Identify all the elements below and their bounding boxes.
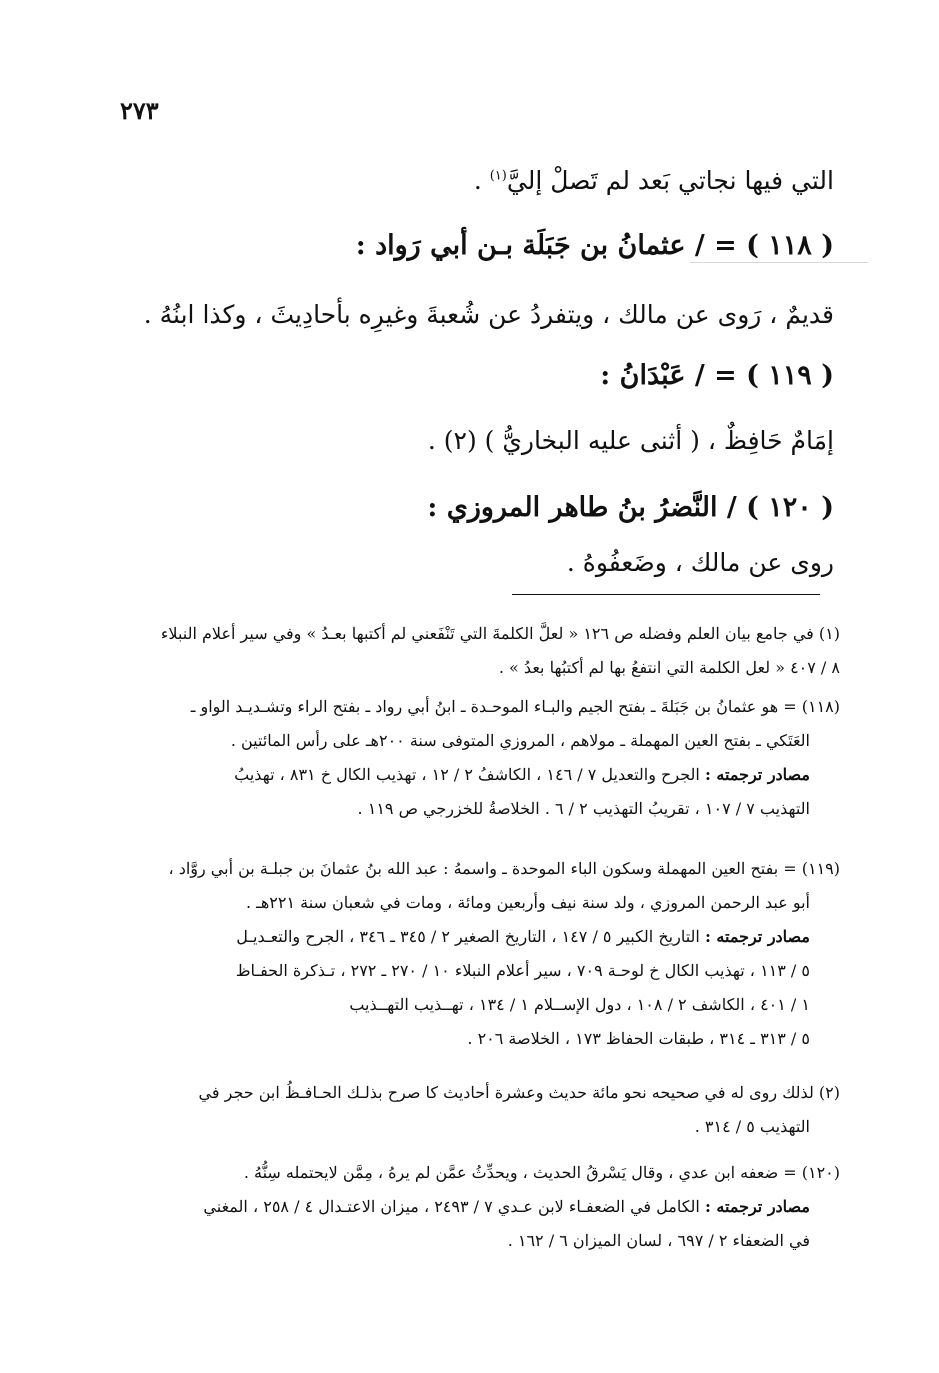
footnote-118 xyxy=(140,690,840,826)
footnote-119-sources: التاريخ الكبير ٥ / ١٤٧ ، التاريخ الصغير ٢ / ٣٤٥ ـ ٣٤٦ ، الجرح والتعـديـل xyxy=(236,927,700,946)
entry-119-heading: ( ١١٩ ) = / عَبْدَانُ : xyxy=(600,360,834,391)
footnote-1-line-2: ٨ / ٤٠٧ « لعل الكلمة التي انتفعُ بها لم أكتبُها بعدُ » . xyxy=(498,658,840,677)
footnote-119-line-1: (١١٩) = بفتح العين المهملة وسكون الباء الموحدة ـ واسمهُ : عبد الله بنُ عثمانَ بن جبلـة بن أبي روَّاد ، xyxy=(168,859,840,878)
footnote-120-sources: الكامل في الضعفـاء لابن عـدي ٧ / ٢٤٩٣ ، ميزان الاعتـدال ٤ / ٢٥٨ ، المغني xyxy=(203,1197,700,1216)
page-number: ٢٧٣ xyxy=(120,96,159,125)
footnote-118-line-2: العَتَكي ـ بفتح العين المهملة ـ مولاهم ، المروزي المتوفى سنة ٢٠٠هـ على رأس المائتين . xyxy=(230,731,810,750)
footnote-119-line-2: أبو عبد الرحمن المروزي ، ولد سنة نيف وأربعين ومائة ، ومات في شعبان سنة ٢٢١هـ . xyxy=(245,893,810,912)
footnote-120 xyxy=(140,1156,840,1258)
footnote-1-line-1: (١) في جامع بيان العلم وفضله ص ١٢٦ « لعلَّ الكلمةَ التي تَنْفَعني لم أكتبها بعـدُ » وفي سير أعلام النبلاء xyxy=(160,624,840,643)
footnote-119 xyxy=(140,852,840,1056)
continuation-text: التي فيها نجاتي بَعد لم تَصلْ إليَّ xyxy=(506,166,834,195)
entry-118-heading: ( ١١٨ ) = / عثمانُ بن جَبَلَة بـن أبي رَواد : xyxy=(355,230,834,261)
footnote-ref-1: (١) xyxy=(489,168,507,184)
footnote-119-line-3 xyxy=(140,920,840,954)
footnote-divider xyxy=(512,594,820,595)
entry-119-text: إمَامٌ حَافِظٌ ، ( أثنى عليه البخاريُّ ) (٢) . xyxy=(427,426,834,455)
footnote-118-sources-label: مصادر ترجمته : xyxy=(704,765,810,784)
footnote-120-line-3: في الضعفاء ٢ / ٦٩٧ ، لسان الميزان ٦ / ١٦٢ . xyxy=(507,1231,810,1250)
footnote-118-line-3 xyxy=(140,758,840,792)
faint-rule xyxy=(690,262,868,263)
footnote-118-line-4: التهذيب ٧ / ١٠٧ ، تقريبُ التهذيب ٢ / ٦ . الخلاصةُ للخزرجي ص ١١٩ . xyxy=(357,799,810,818)
footnote-120-sources-label: مصادر ترجمته : xyxy=(704,1197,810,1216)
footnote-119-line-4: ٥ / ١١٣ ، تهذيب الكال خ لوحـة ٧٠٩ ، سير أعلام النبلاء ١٠ / ٢٧٠ ـ ٢٧٢ ، تـذكرة الحفـاظ xyxy=(235,961,810,980)
continuation-line xyxy=(474,166,834,195)
footnote-119-sources-label: مصادر ترجمته : xyxy=(704,927,810,946)
footnote-120-line-2 xyxy=(140,1190,840,1224)
footnote-120-line-1: (١٢٠) = ضعفه ابن عدي ، وقال يَسْرقُ الحديث ، ويحدِّثُ عمَّن لم يرهُ ، مِمَّن لايحتمله سِنُّهُ . xyxy=(243,1163,840,1182)
footnote-1 xyxy=(140,617,840,685)
footnote-118-line-1: (١١٨) = هو عثمانُ بن جَبَلةَ ـ بفتح الجيم والبـاء الموحـدة ـ ابنُ أبي رواد ـ بفتح الراء وتشـديـد الواو ـ xyxy=(190,697,840,716)
footnote-2 xyxy=(140,1076,840,1144)
entry-118-text: قديمٌ ، رَوى عن مالك ، ويتفردُ عن شُعبةَ وغيرِه بأحادِيثَ ، وكذا ابنُهُ . xyxy=(143,300,834,329)
footnote-119-line-5: ١ / ٤٠١ ، الكاشف ٢ / ١٠٨ ، دول الإســلام ١ / ١٣٤ ، تهــذيب التهــذيب xyxy=(349,995,810,1014)
footnote-2-line-2: التهذيب ٥ / ٣١٤ . xyxy=(694,1117,810,1136)
entry-120-text: روى عن مالك ، وضَعفُوهُ . xyxy=(566,548,834,577)
footnote-119-line-6: ٥ / ٣١٣ ـ ٣١٤ ، طبقات الحفاظ ١٧٣ ، الخلاصة ٢٠٦ . xyxy=(467,1029,810,1048)
entry-120-heading: ( ١٢٠ ) / النَّضرُ بنُ طاهر المروزي : xyxy=(427,492,834,523)
footnote-2-line-1: (٢) لذلك روى له في صحيحه نحو مائة حديث وعشرة أحاديث كا صرح بذلـك الحـافـظُ ابن حجر في xyxy=(198,1083,840,1102)
footnote-118-sources: الجرح والتعديل ٧ / ١٤٦ ، الكاشفُ ٢ / ١٢ ، تهذيب الكال خ ٨٣١ ، تهذيبُ xyxy=(234,765,700,784)
continuation-end: . xyxy=(473,166,482,195)
